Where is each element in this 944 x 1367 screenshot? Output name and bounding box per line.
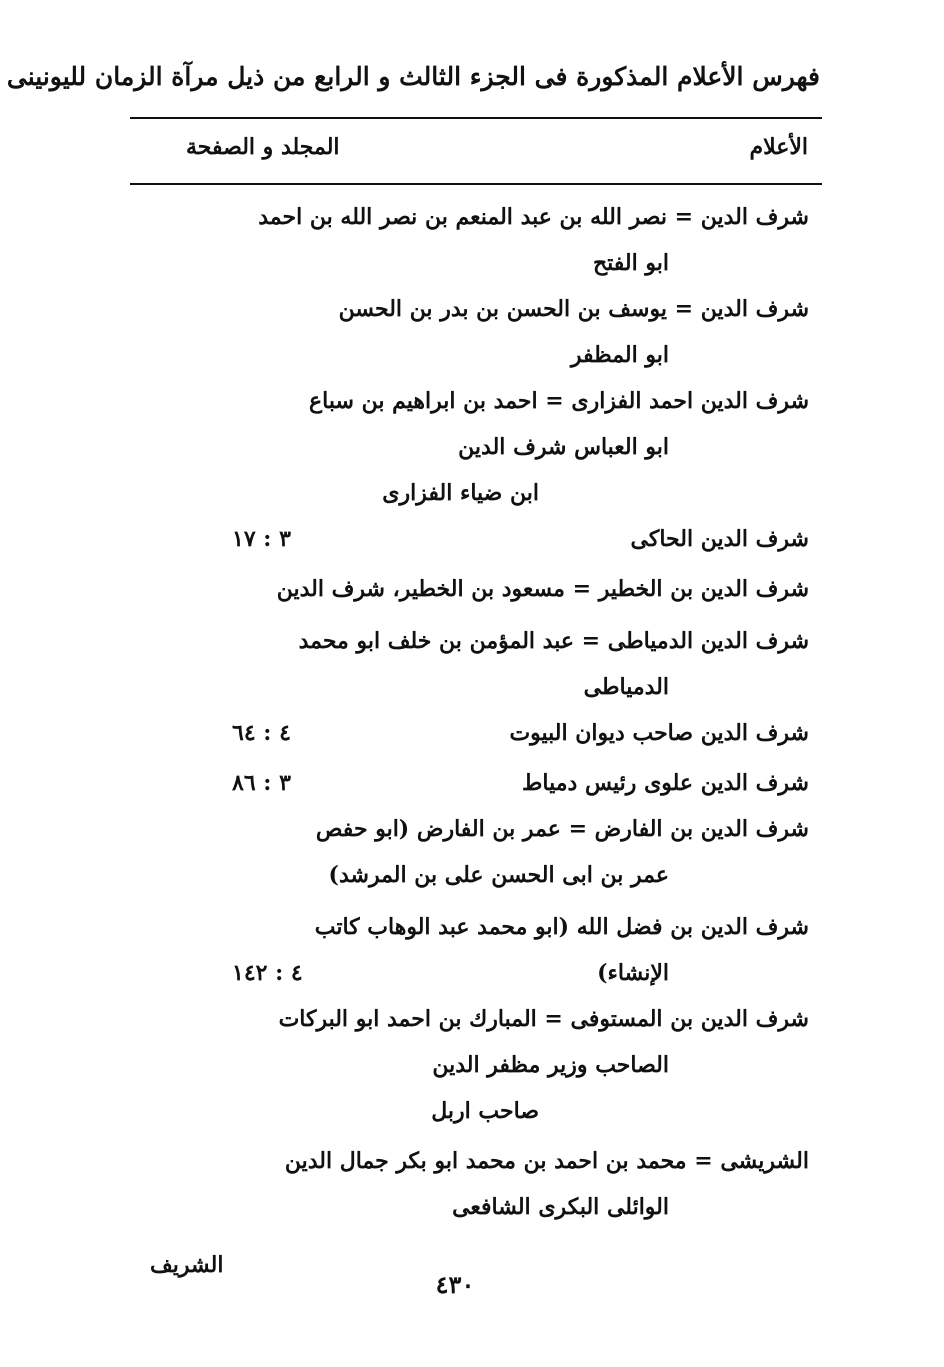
column-heading-volume-page: المجلد و الصفحة <box>186 134 340 160</box>
index-entry <box>0 194 944 286</box>
index-entry <box>0 710 944 756</box>
index-entry <box>0 760 944 806</box>
header-divider-top <box>130 117 822 119</box>
entry-text: شرف الدين الحاكى <box>630 526 809 552</box>
entry-continuation-line <box>0 852 944 898</box>
entry-heading-line <box>0 378 944 424</box>
entry-heading-line <box>0 760 944 806</box>
entry-text: عمر بن ابى الحسن على بن المرشد) <box>328 862 669 888</box>
entry-heading-line <box>0 996 944 1042</box>
index-entry <box>0 1138 944 1230</box>
index-title: فهرس الأعلام المذكورة فى الجزء الثالث و الرابع من ذيل مرآة الزمان لليونينى <box>6 62 820 91</box>
entry-text: ابو المظفر <box>570 342 669 368</box>
index-entry <box>0 286 944 378</box>
entry-text: ابو العباس شرف الدين <box>458 434 669 460</box>
index-entry <box>0 618 944 710</box>
volume-page-reference: ٣ : ١٧ <box>232 526 291 552</box>
entry-text: شرف الدين بن الفارض = عمر بن الفارض (ابو حفص <box>315 816 809 842</box>
entry-heading-line <box>0 618 944 664</box>
entry-text: شرف الدين بن المستوفى = المبارك بن احمد ابو البركات <box>278 1006 809 1032</box>
index-entry <box>0 516 944 562</box>
column-heading-names: الأعلام <box>749 134 808 160</box>
entry-heading-line <box>0 806 944 852</box>
entry-continuation-line <box>0 1184 944 1230</box>
entry-text: صاحب اربل <box>431 1098 539 1124</box>
entry-text: الوائلى البكرى الشافعى <box>452 1194 669 1220</box>
entry-heading-line <box>0 194 944 240</box>
entry-text: شرف الدين احمد الفزارى = احمد بن ابراهيم بن سباع <box>309 388 809 414</box>
entry-heading-line <box>0 904 944 950</box>
entry-continuation-line <box>0 424 944 470</box>
index-entries <box>0 194 944 1230</box>
entry-continuation-line <box>0 1042 944 1088</box>
entry-text: الشريشى = محمد بن احمد بن محمد ابو بكر جمال الدين <box>284 1148 809 1174</box>
entry-heading-line <box>0 566 944 612</box>
entry-continuation-line <box>0 950 944 996</box>
entry-text: الدمياطى <box>583 674 669 700</box>
entry-heading-line <box>0 1138 944 1184</box>
entry-text: شرف الدين بن الخطير = مسعود بن الخطير، شرف الدين <box>276 576 809 602</box>
entry-text: شرف الدين صاحب ديوان البيوت <box>509 720 809 746</box>
entry-text: شرف الدين = نصر الله بن عبد المنعم بن نصر الله بن احمد <box>258 204 809 230</box>
index-entry <box>0 566 944 612</box>
header-divider-bottom <box>130 183 822 185</box>
index-entry <box>0 996 944 1134</box>
entry-heading-line <box>0 286 944 332</box>
page-number: ٤٣٠ <box>435 1270 475 1299</box>
entry-continuation-line <box>0 470 944 516</box>
volume-page-reference: ٤ : ١٤٢ <box>232 960 303 986</box>
index-entry <box>0 378 944 516</box>
entry-text: شرف الدين علوى رئيس دمياط <box>522 770 809 796</box>
entry-heading-line <box>0 710 944 756</box>
index-entry <box>0 904 944 996</box>
catchword: الشريف <box>150 1252 224 1278</box>
entry-text: ابن ضياء الفزارى <box>382 480 539 506</box>
entry-continuation-line <box>0 1088 944 1134</box>
entry-text: شرف الدين بن فضل الله (ابو محمد عبد الوهاب كاتب <box>314 914 809 940</box>
entry-text: الإنشاء) <box>597 960 669 986</box>
entry-continuation-line <box>0 240 944 286</box>
entry-continuation-line <box>0 664 944 710</box>
entry-heading-line <box>0 516 944 562</box>
entry-text: شرف الدين الدمياطى = عبد المؤمن بن خلف ابو محمد <box>298 628 809 654</box>
entry-continuation-line <box>0 332 944 378</box>
volume-page-reference: ٤ : ٦٤ <box>232 720 291 746</box>
entry-text: شرف الدين = يوسف بن الحسن بن بدر بن الحسن <box>338 296 809 322</box>
entry-text: الصاحب وزير مظفر الدين <box>432 1052 669 1078</box>
volume-page-reference: ٣ : ٨٦ <box>232 770 291 796</box>
entry-text: ابو الفتح <box>592 250 669 276</box>
index-entry <box>0 806 944 898</box>
